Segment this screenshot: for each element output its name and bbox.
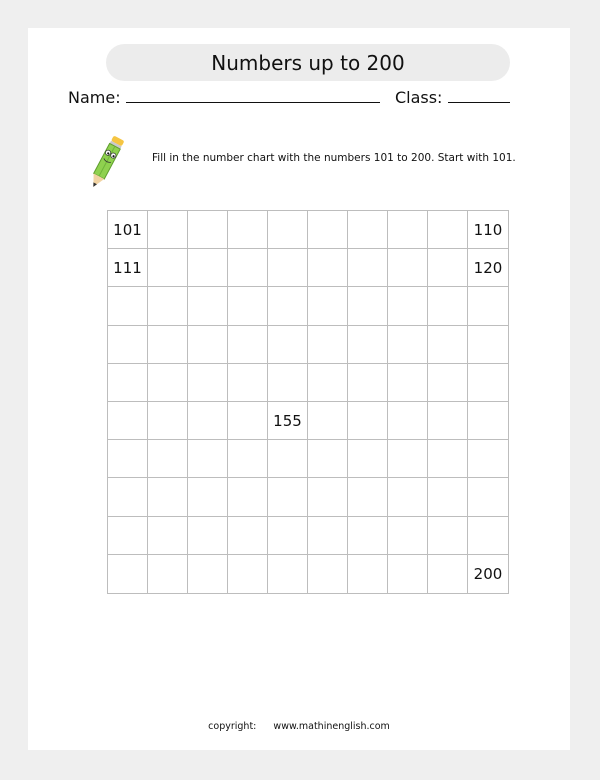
page-title xyxy=(106,44,510,81)
copyright-label: copyright: xyxy=(208,721,257,732)
chart-cell-empty[interactable] xyxy=(308,249,348,287)
chart-cell-empty[interactable] xyxy=(468,517,508,555)
chart-cell-empty[interactable] xyxy=(108,555,148,593)
chart-cell-filled: 200 xyxy=(473,564,503,583)
chart-cell-empty[interactable] xyxy=(388,478,428,516)
chart-cell-empty[interactable] xyxy=(188,249,228,287)
chart-cell-empty[interactable] xyxy=(188,555,228,593)
chart-cell-empty[interactable] xyxy=(108,402,148,440)
chart-cell-empty[interactable] xyxy=(228,402,268,440)
chart-cell-empty[interactable] xyxy=(308,478,348,516)
chart-cell-empty[interactable] xyxy=(228,364,268,402)
chart-cell-empty[interactable] xyxy=(268,249,308,287)
chart-cell-empty[interactable] xyxy=(268,440,308,478)
chart-cell-empty[interactable] xyxy=(268,517,308,555)
chart-cell-empty[interactable] xyxy=(108,440,148,478)
chart-cell-empty[interactable] xyxy=(428,326,468,364)
class-label: Class: xyxy=(394,88,443,107)
chart-cell-empty[interactable] xyxy=(388,402,428,440)
chart-cell-empty[interactable] xyxy=(348,326,388,364)
chart-cell-empty[interactable] xyxy=(228,555,268,593)
chart-cell-empty[interactable] xyxy=(148,249,188,287)
chart-cell-empty[interactable] xyxy=(308,555,348,593)
chart-cell-empty[interactable] xyxy=(308,402,348,440)
chart-cell-empty[interactable] xyxy=(348,211,388,249)
chart-cell-empty[interactable] xyxy=(148,478,188,516)
chart-cell-empty[interactable] xyxy=(268,211,308,249)
chart-cell-empty[interactable] xyxy=(148,211,188,249)
chart-cell-empty[interactable] xyxy=(228,326,268,364)
chart-cell-empty[interactable] xyxy=(148,555,188,593)
chart-cell-empty[interactable] xyxy=(308,517,348,555)
pencil-icon xyxy=(86,133,126,193)
chart-cell-empty[interactable] xyxy=(348,249,388,287)
chart-cell-empty[interactable] xyxy=(188,440,228,478)
chart-cell-empty[interactable] xyxy=(268,478,308,516)
chart-cell-empty[interactable] xyxy=(228,211,268,249)
chart-cell-empty[interactable] xyxy=(348,364,388,402)
chart-cell-empty[interactable] xyxy=(148,364,188,402)
name-answer-line[interactable] xyxy=(126,88,380,103)
chart-cell-empty[interactable] xyxy=(148,402,188,440)
chart-cell-empty[interactable] xyxy=(308,364,348,402)
chart-cell-empty[interactable] xyxy=(388,555,428,593)
chart-cell-filled: 155 xyxy=(268,402,308,440)
chart-cell-empty[interactable] xyxy=(428,402,468,440)
class-answer-line[interactable] xyxy=(448,88,510,103)
chart-cell-empty[interactable] xyxy=(108,478,148,516)
chart-cell-empty[interactable] xyxy=(428,211,468,249)
chart-cell-empty[interactable] xyxy=(148,440,188,478)
chart-cell-empty[interactable] xyxy=(428,364,468,402)
chart-cell-empty[interactable] xyxy=(388,326,428,364)
chart-cell-empty[interactable] xyxy=(188,478,228,516)
chart-cell-empty[interactable] xyxy=(188,364,228,402)
chart-cell-empty[interactable] xyxy=(148,287,188,325)
chart-cell-empty[interactable] xyxy=(108,364,148,402)
chart-cell-filled: 110 xyxy=(468,211,508,249)
chart-cell-empty[interactable] xyxy=(348,440,388,478)
chart-cell-empty[interactable] xyxy=(148,326,188,364)
chart-cell-empty[interactable] xyxy=(268,555,308,593)
chart-cell-empty[interactable] xyxy=(348,478,388,516)
chart-cell-empty[interactable] xyxy=(268,326,308,364)
chart-cell-empty[interactable] xyxy=(308,287,348,325)
chart-cell-empty[interactable] xyxy=(428,440,468,478)
chart-cell-empty[interactable] xyxy=(308,440,348,478)
chart-cell-empty[interactable] xyxy=(308,326,348,364)
chart-cell-empty[interactable] xyxy=(188,402,228,440)
chart-cell-empty[interactable] xyxy=(268,364,308,402)
chart-cell-empty[interactable] xyxy=(148,517,188,555)
chart-cell-empty[interactable] xyxy=(348,287,388,325)
footer xyxy=(28,721,570,732)
chart-cell-filled: 101 xyxy=(108,211,148,249)
chart-cell-empty[interactable] xyxy=(268,287,308,325)
chart-cell-empty[interactable] xyxy=(228,249,268,287)
chart-cell-empty[interactable] xyxy=(468,440,508,478)
chart-cell-empty[interactable] xyxy=(188,326,228,364)
chart-cell-empty[interactable] xyxy=(428,478,468,516)
chart-cell-empty[interactable] xyxy=(468,364,508,402)
chart-cell-empty[interactable] xyxy=(228,440,268,478)
chart-cell-empty[interactable] xyxy=(428,517,468,555)
chart-cell-empty[interactable] xyxy=(228,287,268,325)
chart-cell-empty[interactable] xyxy=(348,402,388,440)
website-link[interactable]: www.mathinenglish.com xyxy=(273,721,390,732)
chart-cell-empty[interactable] xyxy=(388,249,428,287)
chart-cell-empty[interactable] xyxy=(108,287,148,325)
chart-cell-empty[interactable] xyxy=(388,287,428,325)
chart-cell-empty[interactable] xyxy=(468,326,508,364)
chart-cell-empty[interactable] xyxy=(468,478,508,516)
chart-cell-empty[interactable] xyxy=(108,517,148,555)
chart-cell-empty[interactable] xyxy=(428,287,468,325)
instruction-text: Fill in the number chart with the numbers 101 to 200. Start with 101. xyxy=(152,152,516,164)
chart-cell-empty[interactable] xyxy=(188,517,228,555)
chart-cell-empty[interactable] xyxy=(108,326,148,364)
chart-cell-empty[interactable] xyxy=(388,517,428,555)
chart-cell-filled: 111 xyxy=(108,249,148,287)
chart-cell-empty[interactable] xyxy=(188,211,228,249)
chart-cell-empty[interactable] xyxy=(228,478,268,516)
chart-cell-empty[interactable] xyxy=(308,211,348,249)
chart-cell-empty[interactable] xyxy=(468,402,508,440)
chart-cell-filled: 120 xyxy=(468,249,508,287)
name-label: Name: xyxy=(68,88,121,107)
name-class-row xyxy=(68,88,510,107)
worksheet-page xyxy=(28,28,570,750)
chart-cell-empty[interactable] xyxy=(228,517,268,555)
chart-cell-empty[interactable] xyxy=(428,249,468,287)
chart-cell-empty[interactable] xyxy=(388,364,428,402)
chart-cell-empty[interactable] xyxy=(468,287,508,325)
chart-cell-empty[interactable] xyxy=(388,211,428,249)
chart-cell-empty[interactable] xyxy=(348,517,388,555)
chart-cell-empty[interactable] xyxy=(188,287,228,325)
chart-cell-empty[interactable] xyxy=(428,555,468,593)
chart-cell-empty[interactable] xyxy=(348,555,388,593)
title-text: Numbers up to 200 xyxy=(211,50,405,75)
number-chart-grid xyxy=(107,210,509,594)
chart-cell-empty[interactable] xyxy=(388,440,428,478)
